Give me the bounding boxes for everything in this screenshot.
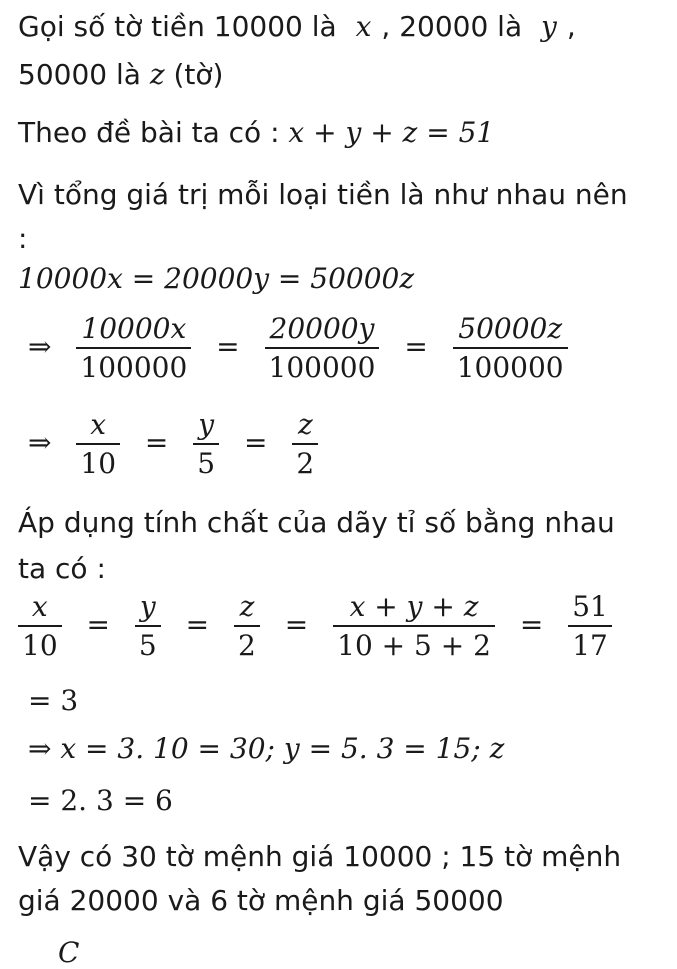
numerator: z	[297, 408, 313, 441]
line-solution-2	[28, 784, 173, 817]
property-text-2: ta có :	[18, 552, 106, 585]
denominator: 10	[18, 625, 62, 662]
condition-text: Theo đề bài ta có :	[18, 116, 280, 149]
line-intro-2	[18, 58, 223, 91]
denominator: 10 + 5 + 2	[333, 625, 495, 662]
numerator: 20000y	[269, 312, 375, 345]
line-ratio-chain	[12, 590, 618, 662]
denominator: 10	[76, 443, 120, 480]
conclusion-text: Vậy có 30 tờ mệnh giá 10000 ; 15 tờ mệnh	[18, 840, 622, 873]
var-x: x	[355, 10, 372, 43]
denominator: 100000	[76, 347, 191, 384]
equals-sign: =	[185, 607, 210, 641]
sum-equation: x + y + z = 51	[288, 116, 495, 149]
fraction	[453, 312, 568, 384]
equals-sign: =	[86, 607, 111, 641]
line-fraction-2	[28, 408, 324, 480]
numerator: y	[198, 408, 215, 441]
numerator: y	[139, 590, 156, 623]
line-property	[18, 506, 615, 539]
numerator: x	[90, 408, 107, 441]
solution-equation: ⇒ x = 3. 10 = 30; y = 5. 3 = 15; z	[28, 732, 505, 765]
intro-comma: ,	[566, 10, 576, 43]
fraction	[135, 590, 161, 662]
numerator: 51	[572, 590, 608, 623]
intro-text-3: 50000 là	[18, 58, 141, 91]
numerator: x + y + z	[349, 590, 479, 623]
value-equation: 10000x = 20000y = 50000z	[18, 262, 415, 295]
fraction	[292, 408, 318, 480]
fraction	[333, 590, 495, 662]
fraction	[76, 312, 191, 384]
fraction	[193, 408, 219, 480]
colon: :	[18, 222, 28, 255]
line-intro	[18, 10, 576, 43]
fraction	[265, 312, 380, 384]
equals-sign: =	[519, 607, 544, 641]
line-condition	[18, 116, 494, 149]
denominator: 5	[135, 625, 161, 662]
intro-text-2: , 20000 là	[381, 10, 523, 43]
line-conclusion-2	[18, 884, 504, 917]
line-property-2	[18, 552, 106, 585]
equals-sign: =	[244, 425, 268, 459]
equals-sign: =	[216, 329, 240, 363]
numerator: 10000x	[81, 312, 187, 345]
denominator: 2	[292, 443, 318, 480]
line-value-equation	[18, 262, 414, 295]
denominator: 17	[568, 625, 612, 662]
line-solution	[28, 732, 504, 765]
solution-equation-2: = 2. 3 = 6	[28, 784, 173, 817]
line-colon	[18, 222, 27, 255]
numerator: x	[31, 590, 48, 623]
equals-sign: =	[284, 607, 309, 641]
denominator: 2	[234, 625, 260, 662]
line-fraction-1	[28, 312, 574, 384]
fraction	[18, 590, 62, 662]
fraction	[234, 590, 260, 662]
implies-arrow: ⇒	[28, 425, 52, 459]
intro-text: Gọi số tờ tiền 10000 là	[18, 10, 337, 43]
cutoff-glyph: C	[58, 936, 80, 969]
line-conclusion	[18, 840, 621, 873]
fraction	[76, 408, 120, 480]
implies-arrow: ⇒	[28, 329, 52, 363]
denominator: 5	[193, 443, 219, 480]
conclusion-text-2: giá 20000 và 6 tờ mệnh giá 50000	[18, 884, 504, 917]
line-reason	[18, 178, 628, 211]
numerator: 50000z	[458, 312, 563, 345]
property-text: Áp dụng tính chất của dãy tỉ số bằng nhau	[18, 506, 615, 539]
result-equation: = 3	[28, 684, 79, 717]
equals-sign: =	[144, 425, 169, 459]
fraction	[568, 590, 612, 662]
unit-text: (tờ)	[173, 58, 224, 91]
var-z: z	[149, 58, 165, 91]
numerator: z	[239, 590, 255, 623]
equals-sign: =	[404, 329, 428, 363]
denominator: 100000	[265, 347, 380, 384]
reason-text: Vì tổng giá trị mỗi loại tiền là như nhau nên	[18, 178, 628, 211]
denominator: 100000	[453, 347, 568, 384]
var-y: y	[541, 10, 557, 43]
line-result	[28, 684, 78, 717]
